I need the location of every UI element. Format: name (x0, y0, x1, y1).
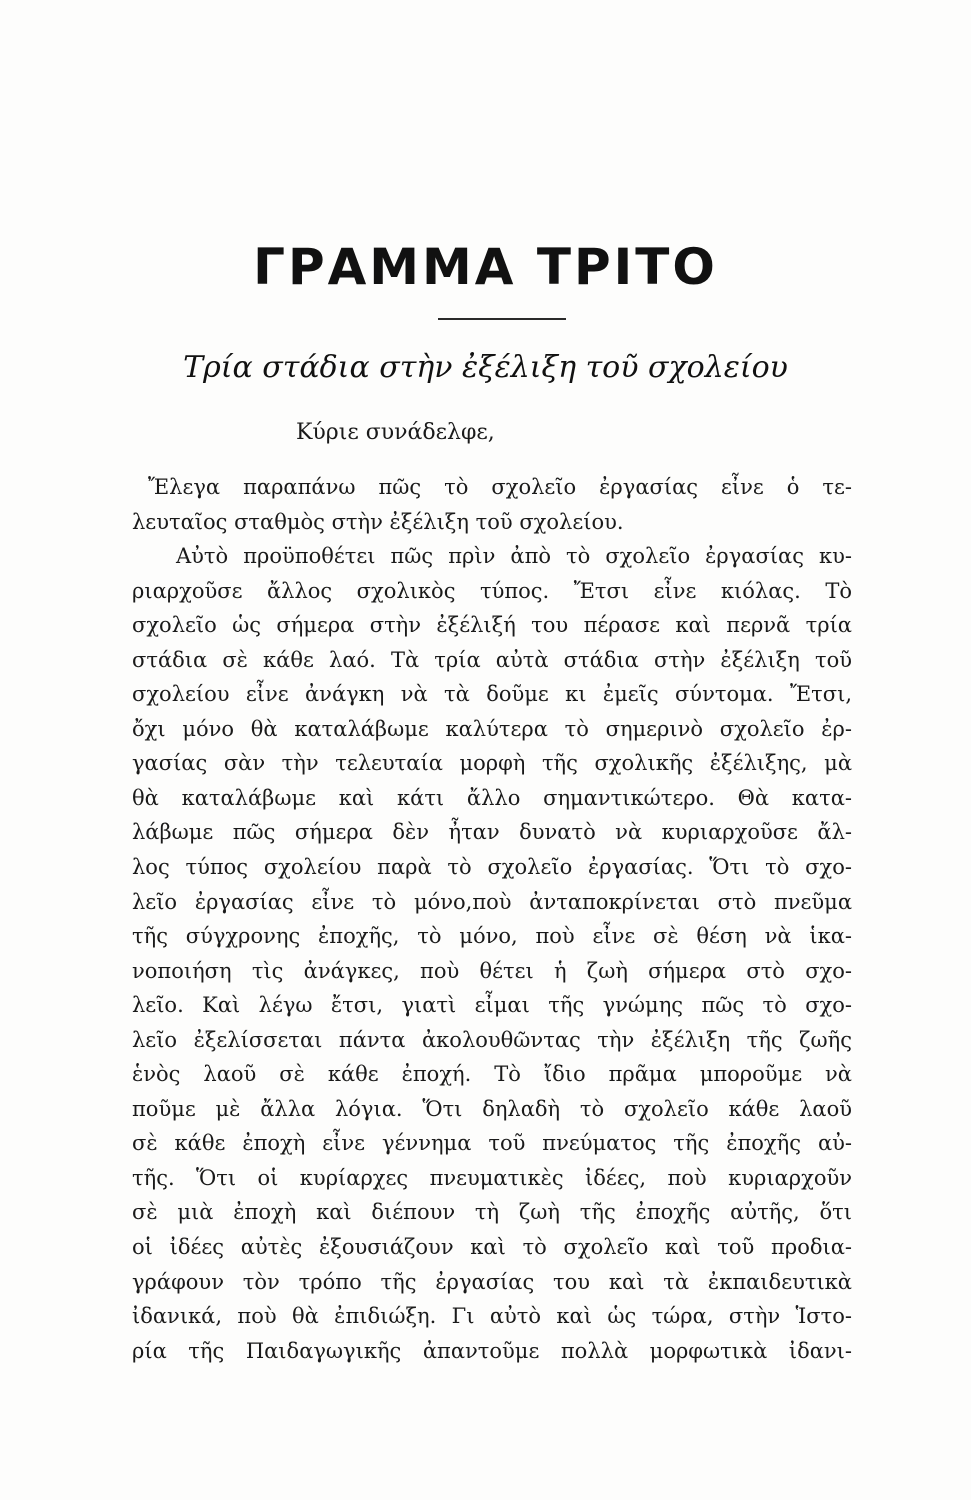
text-line: ἑνὸς λαοῦ σὲ κάθε ἐποχή. Τὸ ἴδιο πρᾶμα μποροῦμε νὰ (132, 1062, 852, 1087)
text-line: ὄχι μόνο θὰ καταλάβωμε καλύτερα τὸ σημερινὸ σχολεῖο ἐρ- (132, 716, 852, 741)
title-rule (438, 318, 566, 320)
text-line: τῆς σύγχρονης ἐποχῆς, τὸ μόνο, ποὺ εἶνε σὲ θέση νὰ ἱκα- (132, 924, 852, 949)
chapter-title: ΓΡΑΜΜΑ ΤΡΙΤΟ (253, 238, 718, 296)
text-line: ρία τῆς Παιδαγωγικῆς ἀπαντοῦμε πολλὰ μορφωτικὰ ἰδανι- (132, 1338, 852, 1363)
text-line: ριαρχοῦσε ἄλλος σχολικὸς τύπος. Ἔτσι εἶνε κιόλας. Τὸ (132, 578, 852, 603)
text-line: ἰδανικά, ποὺ θὰ ἐπιδιώξη. Γι αὐτὸ καὶ ὡς τώρα, στὴν Ἱστο- (132, 1304, 852, 1329)
text-line: ποῦμε μὲ ἄλλα λόγια. Ὅτι δηλαδὴ τὸ σχολεῖο κάθε λαοῦ (132, 1096, 852, 1121)
text-line: στάδια σὲ κάθε λαό. Τὰ τρία αὐτὰ στάδια στὴν ἐξέλιξη τοῦ (132, 647, 852, 672)
text-line: νοποιήση τὶς ἀνάγκες, ποὺ θέτει ἡ ζωὴ σήμερα στὸ σχο- (132, 958, 852, 983)
chapter-subtitle: Τρία στάδια στὴν ἐξέλιξη τοῦ σχολείου (183, 350, 788, 385)
text-line: σὲ κάθε ἐποχὴ εἶνε γέννημα τοῦ πνεύματος τῆς ἐποχῆς αὐ- (132, 1131, 852, 1156)
text-line: λεῖο. Καὶ λέγω ἔτσι, γιατὶ εἶμαι τῆς γνώμης πῶς τὸ σχο- (132, 993, 852, 1018)
text-line: λεῖο ἐξελίσσεται πάντα ἀκολουθῶντας τὴν ἐξέλιξη τῆς ζωῆς (132, 1027, 852, 1052)
text-line: λεῖο ἐργασίας εἶνε τὸ μόνο,ποὺ ἀνταποκρίνεται στὸ πνεῦμα (132, 889, 852, 914)
text-line: γασίας σὰν τὴν τελευταία μορφὴ τῆς σχολικῆς ἐξέλιξης, μὰ (132, 751, 852, 776)
text-line: γράφουν τὸν τρόπο τῆς ἐργασίας του καὶ τὰ ἐκπαιδευτικὰ (132, 1269, 852, 1294)
text-line: οἱ ἰδέες αὐτὲς ἐξουσιάζουν καὶ τὸ σχολεῖο καὶ τοῦ προδια- (132, 1235, 852, 1260)
text-line: Ἔλεγα παραπάνω πῶς τὸ σχολεῖο ἐργασίας εἶνε ὁ τε- (148, 475, 852, 499)
text-line: σχολεῖο ὡς σήμερα στὴν ἐξέλιξή του πέρασε καὶ περνᾶ τρία (132, 613, 852, 638)
text-line: λευταῖος σταθμὸς στὴν ἐξέλιξη τοῦ σχολείου. (132, 509, 624, 534)
text-line: σὲ μιὰ ἐποχὴ καὶ διέπουν τὴ ζωὴ τῆς ἐποχῆς αὐτῆς, ὅτι (132, 1200, 852, 1225)
text-line: λος τύπος σχολείου παρὰ τὸ σχολεῖο ἐργασίας. Ὅτι τὸ σχο- (132, 855, 852, 880)
text-line: Αὐτὸ προϋποθέτει πῶς πρὶν ἀπὸ τὸ σχολεῖο ἐργασίας κυ- (176, 544, 852, 569)
text-line: λάβωμε πῶς σήμερα δὲν ἦταν δυνατὸ νὰ κυριαρχοῦσε ἄλ- (132, 820, 852, 845)
text-line: σχολείου εἶνε ἀνάγκη νὰ τὰ δοῦμε κι ἐμεῖς σύντομα. Ἔτσι, (132, 682, 852, 707)
text-line: τῆς. Ὅτι οἱ κυρίαρχες πνευματικὲς ἰδέες, ποὺ κυριαρχοῦν (132, 1165, 852, 1190)
body-text (132, 470, 852, 1368)
text-line: θὰ καταλάβωμε καὶ κάτι ἄλλο σημαντικώτερο. Θὰ κατα- (132, 785, 852, 810)
salutation: Κύριε συνάδελφε, (296, 420, 495, 445)
